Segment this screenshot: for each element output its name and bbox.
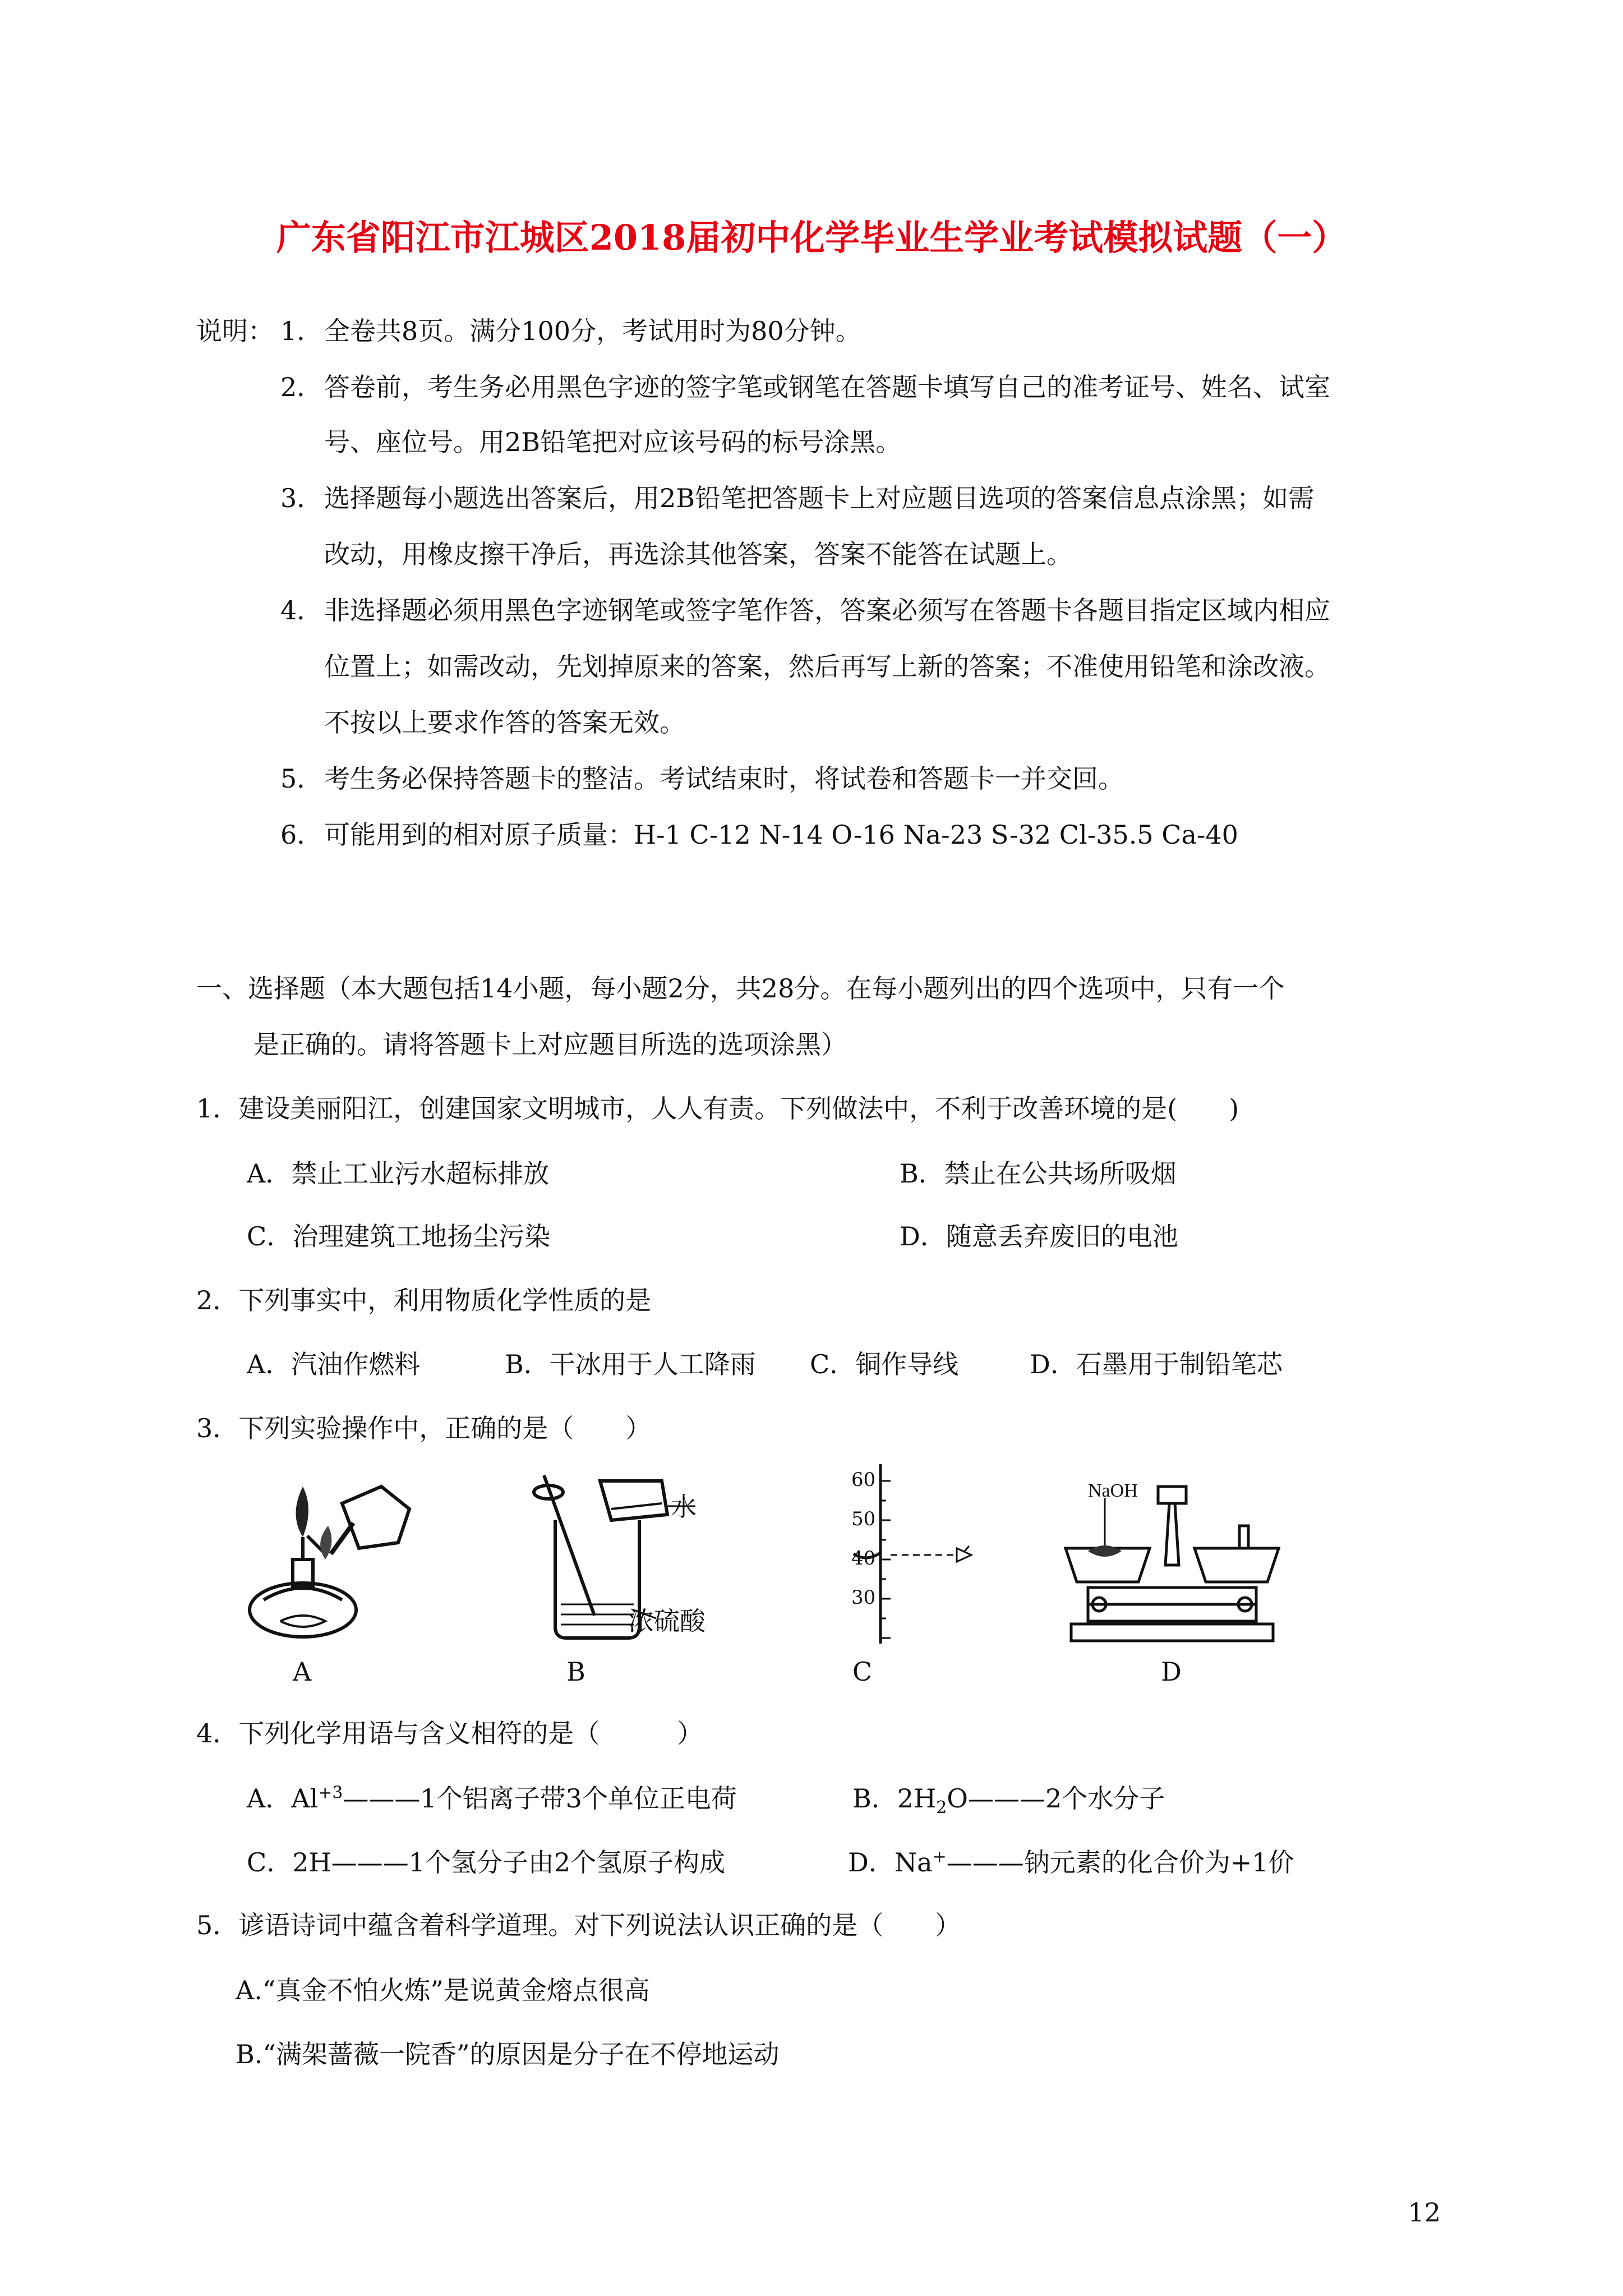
instruction-2-line-1: 答卷前，考生务必用黑色字迹的签字笔或钢笔在答题卡填写自己的准考证号、姓名、试室 <box>324 372 1330 402</box>
q4-option-c: C．2H———1个氢分子由2个氢原子构成 <box>247 1847 726 1878</box>
q5-stem: 5．谚语诗词中蕴含着科学道理。对下列说法认识正确的是（ ） <box>196 1910 961 1940</box>
figure-d-reagent-label: NaOH <box>1088 1480 1138 1501</box>
q4-option-d-sup: + <box>932 1847 947 1867</box>
instruction-4-line-3: 不按以上要求作答的答案无效。 <box>324 707 685 738</box>
q5-option-a: A.“真金不怕火炼”是说黄金熔点很高 <box>236 1975 650 2005</box>
q1-stem: 1．建设美丽阳江，创建国家文明城市，人人有责。下列做法中，不利于改善环境的是( ) <box>196 1093 1239 1124</box>
instructions-lead: 说明： <box>196 316 274 346</box>
q1-option-b: B．禁止在公共场所吸烟 <box>900 1158 1177 1189</box>
figure-c-graduated-cylinder <box>824 1458 993 1649</box>
instruction-1-line-1: 全卷共8页。满分100分，考试用时为80分钟。 <box>324 316 861 346</box>
instruction-6-num: 6． <box>280 820 323 850</box>
q4-option-b-pre: B．2H <box>852 1783 937 1814</box>
figure-b-label: B <box>566 1657 585 1687</box>
instruction-5-line-1: 考生务必保持答题卡的整洁。考试结束时，将试卷和答题卡一并交回。 <box>324 763 1124 794</box>
figure-b-acid-label: 浓硫酸 <box>628 1606 706 1636</box>
figure-c-label: C <box>852 1657 873 1687</box>
q1-option-c: C．治理建筑工地扬尘污染 <box>247 1221 551 1251</box>
instruction-4-line-1: 非选择题必须用黑色字迹钢笔或签字笔作答，答案必须写在答题卡各题目指定区域内相应 <box>324 595 1330 625</box>
q4-option-a-sup: +3 <box>318 1783 343 1803</box>
instruction-1-num: 1． <box>280 316 323 346</box>
q1-option-d: D．随意丢弃废旧的电池 <box>900 1221 1178 1251</box>
instruction-2-num: 2． <box>280 372 323 402</box>
q2-option-b: B．干冰用于人工降雨 <box>505 1349 756 1379</box>
instruction-4-num: 4． <box>280 595 323 625</box>
instruction-3-line-1: 选择题每小题选出答案后，用2B铅笔把答题卡上对应题目选项的答案信息点涂黑；如需 <box>324 483 1315 513</box>
exam-title: 广东省阳江市江城区2018届初中化学毕业生学业考试模拟试题（一） <box>276 217 1347 258</box>
instruction-3-line-2: 改动，用橡皮擦干净后，再选涂其他答案，答案不能答在试题上。 <box>324 539 1072 569</box>
page-number: 12 <box>1408 2197 1441 2228</box>
q4-option-b <box>852 1782 1165 1818</box>
instruction-4-line-2: 位置上；如需改动，先划掉原来的答案，然后再写上新的答案；不准使用铅笔和涂改液。 <box>324 651 1330 682</box>
q4-option-d-post: ———钠元素的化合价为+1价 <box>946 1847 1294 1878</box>
section-heading-line-2: 是正确的。请将答题卡上对应题目所选的选项涂黑） <box>253 1029 847 1060</box>
q4-option-d <box>848 1846 1294 1879</box>
q4-option-a-post: ———1个铝离子带3个单位正电荷 <box>343 1783 737 1814</box>
figure-a-alcohol-lamp <box>241 1470 426 1644</box>
figure-c-tick-40: 40 <box>851 1547 876 1570</box>
q3-stem: 3．下列实验操作中，正确的是（ ） <box>196 1413 652 1443</box>
instruction-6-line-1: 可能用到的相对原子质量：H-1 C-12 N-14 O-16 Na-23 S-32 Cl-35.5 Ca-40 <box>324 820 1238 850</box>
figure-c-tick-60: 60 <box>851 1469 876 1491</box>
instruction-2-line-2: 号、座位号。用2B铅笔把对应该号码的标号涂黑。 <box>324 427 902 457</box>
q4-option-d-pre: D．Na <box>848 1847 933 1878</box>
section-heading-line-1: 一、选择题（本大题包括14小题，每小题2分，共28分。在每小题列出的四个选项中，只有一个 <box>196 973 1285 1004</box>
q4-option-a-pre: A．Al <box>247 1783 319 1814</box>
q2-option-c: C．铜作导线 <box>810 1349 959 1379</box>
instruction-3-num: 3． <box>280 483 323 513</box>
q1-option-a: A．禁止工业污水超标排放 <box>247 1158 550 1189</box>
q2-stem: 2．下列事实中，利用物质化学性质的是 <box>196 1285 652 1315</box>
q4-option-b-sub: 2 <box>936 1798 947 1818</box>
figure-c-tick-30: 30 <box>851 1586 876 1609</box>
figure-a-label: A <box>293 1657 312 1687</box>
figure-d-label: D <box>1161 1657 1182 1687</box>
figure-c-tick-50: 50 <box>851 1508 876 1530</box>
figure-b-water-label: 水 <box>671 1492 697 1522</box>
q2-option-d: D．石墨用于制铅笔芯 <box>1030 1349 1283 1379</box>
q4-stem: 4．下列化学用语与含义相符的是（ ） <box>196 1718 703 1749</box>
q2-option-a: A．汽油作燃料 <box>247 1349 421 1379</box>
instruction-5-num: 5． <box>280 763 323 794</box>
q4-option-a <box>247 1782 737 1815</box>
q5-option-b: B.“满架蔷薇一院香”的原因是分子在不停地运动 <box>236 2039 780 2069</box>
q4-option-b-post: O———2个水分子 <box>947 1783 1165 1814</box>
